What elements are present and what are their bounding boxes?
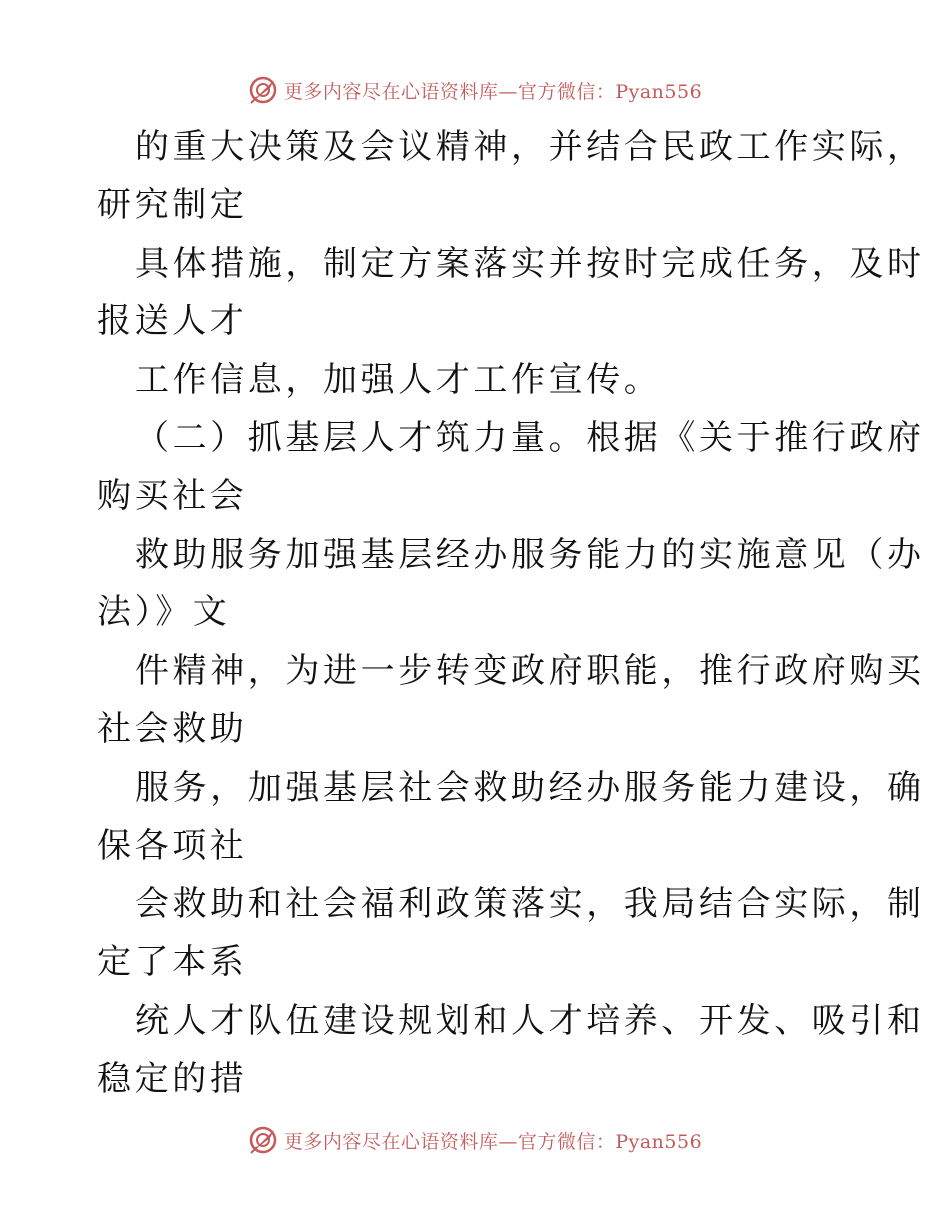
text-line: 定了本系: [97, 942, 248, 982]
header-banner-text: 更多内容尽在心语资料库—官方微信：Pyan556: [283, 80, 703, 103]
text-line: （二）抓基层人才筑力量。根据《关于推行政府: [135, 418, 925, 458]
text-line: 会救助和社会福利政策落实，我局结合实际，制: [135, 884, 925, 924]
text-line: 保各项社: [97, 826, 248, 866]
text-line: 具体措施，制定方案落实并按时完成任务，及时: [135, 244, 925, 284]
text-line: 社会救助: [97, 709, 248, 749]
text-line: 工作信息，加强人才工作宣传。: [135, 360, 662, 400]
text-line: 的重大决策及会议精神，并结合民政工作实际，: [135, 127, 925, 167]
text-line: 统人才队伍建设规划和人才培养、开发、吸引和: [135, 1001, 925, 1041]
text-line: 报送人才: [97, 301, 248, 341]
text-line: 服务，加强基层社会救助经办服务能力建设，确: [135, 768, 925, 808]
text-line: 研究制定: [97, 185, 248, 225]
text-line: 法）》文: [97, 592, 231, 632]
footer-banner-text: 更多内容尽在心语资料库—官方微信：Pyan556: [283, 1130, 703, 1153]
text-line: 购买社会: [97, 476, 248, 516]
text-line: 救助服务加强基层经办服务能力的实施意见（办: [135, 535, 925, 575]
text-line: 稳定的措: [97, 1059, 248, 1099]
footer-banner: [0, 1120, 950, 1160]
quill-pen-logo-icon: [248, 1125, 278, 1155]
text-line: 件精神，为进一步转变政府职能，推行政府购买: [135, 651, 925, 691]
